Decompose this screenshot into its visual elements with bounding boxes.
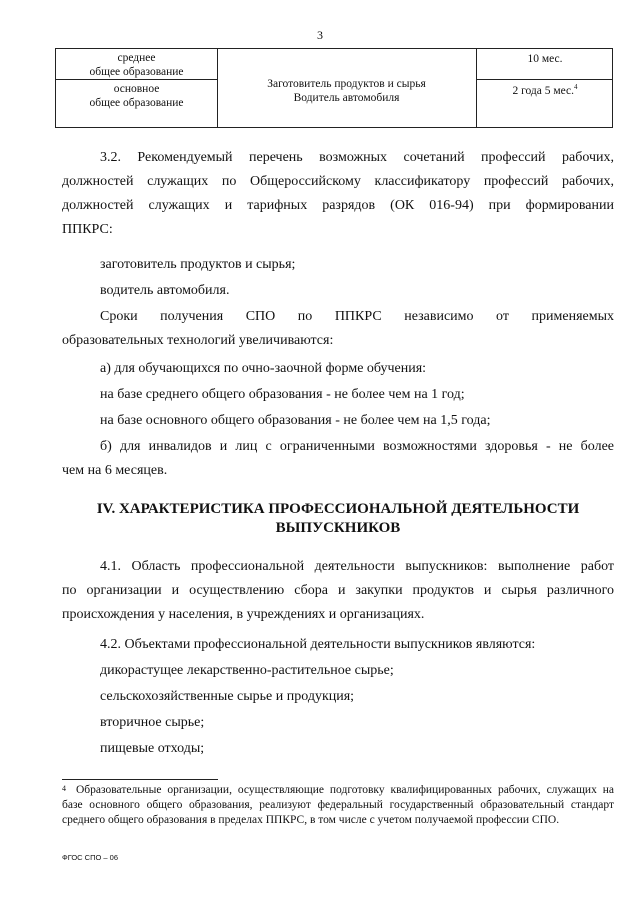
list-item: пищевые отходы; (100, 741, 205, 756)
table-cell-education-basic: основное общее образование (89, 83, 184, 109)
table-cell-term-secondary: 10 мес. (527, 53, 563, 65)
list-item: а) для обучающихся по очно-заочной форме обучения: (100, 361, 427, 376)
paragraph-4-1 (62, 556, 614, 626)
text-line: происхождения у населения, в учреждениях и организациях. (62, 607, 425, 622)
heading-line: ВЫПУСКНИКОВ (275, 520, 401, 536)
list-item: водитель автомобиля. (100, 283, 230, 298)
text-line: ППКРС: (62, 222, 113, 237)
text-line: б) для инвалидов и лиц с ограниченными возможностями здоровья - не более (100, 439, 614, 454)
text-line: Сроки получения СПО по ППКРС независимо от применяемых (100, 309, 614, 324)
page-number: 3 (317, 28, 323, 42)
footnote (62, 783, 614, 828)
footnote-text: Образовательные организации, осуществляющие подготовку квалифицированных рабочих, служащих на базе основного общего образования, реализуют федеральный государственный образовательный стандарт среднего общего образования в пределах ППКРС, в том числе с учетом получаемой профессии СПО. (62, 784, 614, 826)
table-cell-education-secondary: среднее общее образование (89, 52, 184, 78)
table-divider (476, 79, 612, 80)
term-text: 2 года 5 мес. (512, 85, 575, 97)
paragraph-4-2: 4.2. Объектами профессиональной деятельности выпускников являются: (100, 637, 536, 652)
table-cell-professions: Заготовитель продуктов и сырья Водитель автомобиля (267, 78, 426, 104)
list-item: вторичное сырье; (100, 715, 205, 730)
paragraph-terms (62, 306, 614, 352)
text-line: образовательных технологий увеличиваются: (62, 333, 334, 348)
paragraph-3-2 (62, 147, 614, 241)
table-divider (56, 79, 217, 80)
paragraph-disabled (62, 436, 614, 482)
list-item: дикорастущее лекарственно-растительное сырье; (100, 663, 394, 678)
heading-line: IV. ХАРАКТЕРИСТИКА ПРОФЕССИОНАЛЬНОЙ ДЕЯТЕЛЬНОСТИ (96, 501, 580, 517)
document-code: ФГОС СПО – 06 (62, 853, 118, 862)
text-line: должностей служащих и тарифных разрядов (ОК 016-94) при формировании (62, 198, 614, 213)
footnote-number: 4 (62, 784, 66, 793)
list-item: заготовитель продуктов и сырья; (100, 257, 296, 272)
footnote-ref: 4 (574, 83, 578, 92)
list-item: на базе среднего общего образования - не более чем на 1 год; (100, 387, 465, 402)
professions-table (55, 48, 613, 128)
text-line: по организации и осуществлению сбора и закупки продуктов и сырья различного (62, 583, 614, 598)
text-line: чем на 6 месяцев. (62, 463, 168, 478)
footnote-divider (62, 779, 218, 780)
text-line: должностей служащих по Общероссийскому классификатору профессий рабочих, (62, 174, 614, 189)
text-line: 3.2. Рекомендуемый перечень возможных сочетаний профессий рабочих, (100, 150, 614, 165)
text-line: 4.1. Область профессиональной деятельности выпускников: выполнение работ (100, 559, 614, 574)
list-item: сельскохозяйственные сырье и продукция; (100, 689, 355, 704)
table-cell-term-basic (476, 84, 614, 98)
section-heading (62, 500, 614, 538)
list-item: на базе основного общего образования - не более чем на 1,5 года; (100, 413, 491, 428)
